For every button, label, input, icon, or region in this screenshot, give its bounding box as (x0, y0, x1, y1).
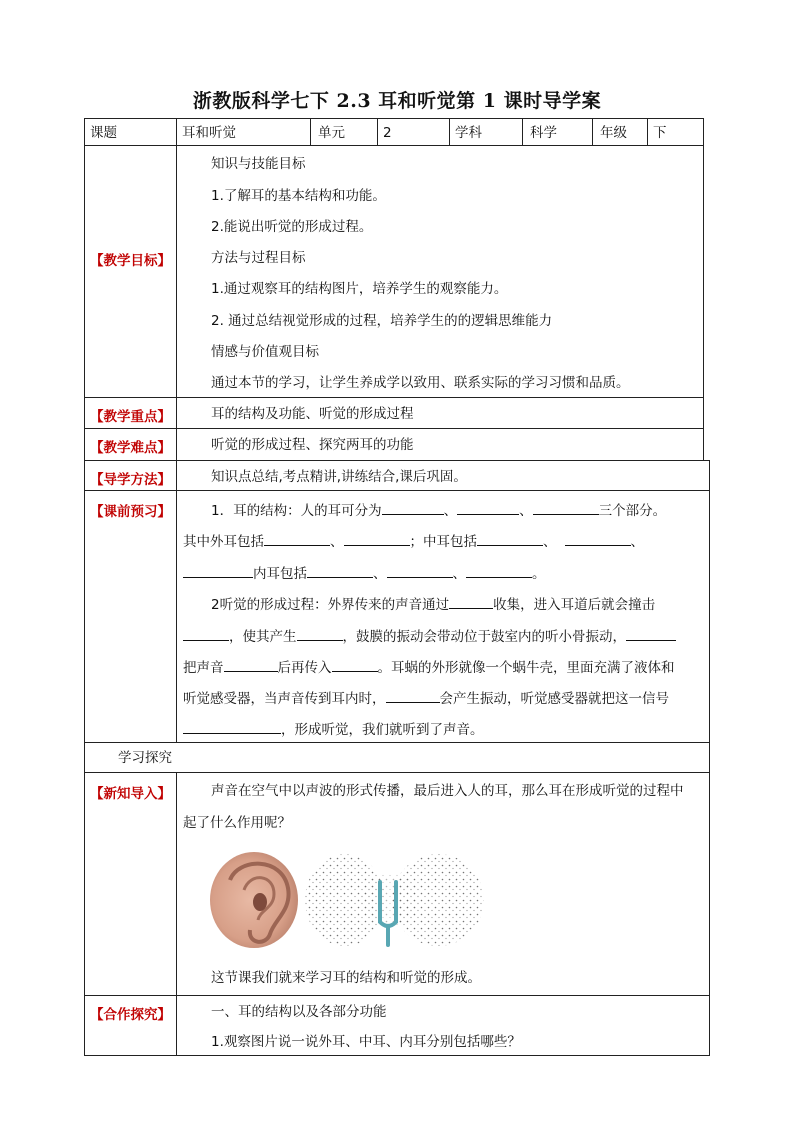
preview-text: 其中外耳包括 (183, 534, 264, 550)
preview-text: 把声音 (183, 660, 224, 676)
answer-blank[interactable] (297, 628, 343, 641)
method-label: 【导学方法】 (90, 472, 171, 488)
figure-svg (210, 850, 492, 950)
preview-line-4 (211, 596, 655, 613)
coop-line-2: 1.观察图片说一说外耳、中耳、内耳分别包括哪些？ (211, 1034, 521, 1050)
goals-label: 【教学目标】 (90, 253, 171, 269)
goal-line: 方法与过程目标 (211, 250, 306, 266)
unit-label: 单元 (318, 125, 345, 141)
answer-blank[interactable] (565, 533, 631, 546)
preview-text: ，使其产生 (229, 629, 297, 645)
answer-blank[interactable] (344, 533, 410, 546)
goal-line: 通过本节的学习，让学生养成学以致用、联系实际的学习习惯和品质。 (211, 375, 630, 391)
answer-blank[interactable] (183, 628, 229, 641)
answer-blank[interactable] (449, 596, 493, 609)
answer-blank[interactable] (626, 628, 676, 641)
preview-text: 、 (543, 534, 557, 550)
grade-label: 年级 (600, 125, 627, 141)
answer-blank[interactable] (224, 659, 278, 672)
subject-label: 学科 (455, 125, 482, 141)
preview-text: 后再传入 (277, 660, 332, 676)
preview-text: ；中耳包括 (409, 534, 477, 550)
preview-text: 三个部分。 (598, 503, 667, 519)
coop-line-1: 一、耳的结构以及各部分功能 (211, 1004, 387, 1020)
key-points-text: 耳的结构及功能、听觉的形成过程 (211, 406, 414, 422)
cooperative-label: 【合作探究】 (90, 1007, 171, 1023)
answer-blank[interactable] (264, 533, 330, 546)
answer-blank[interactable] (183, 565, 253, 578)
goal-line: 2. 通过总结视觉形成的过程，培养学生的的逻辑思维能力 (211, 313, 553, 329)
goal-line: 情感与价值观目标 (211, 344, 319, 360)
goal-line: 1.了解耳的基本结构和功能。 (211, 188, 386, 204)
preview-text: 会产生振动，听觉感受器就把这一信号 (439, 691, 669, 707)
answer-blank[interactable] (183, 721, 281, 734)
ear-sound-figure (210, 850, 492, 950)
preview-text: 、 (373, 566, 387, 582)
answer-blank[interactable] (382, 502, 444, 515)
method-text: 知识点总结,考点精讲,讲练结合,课后巩固。 (211, 469, 467, 485)
document-title: 浙教版科学七下 2.3 耳和听觉第 1 课时导学案 (192, 90, 602, 112)
preview-text: 收集，进入耳道后就会撞击 (493, 597, 656, 613)
preview-label: 【课前预习】 (90, 504, 171, 520)
answer-blank[interactable] (332, 659, 378, 672)
intro-after: 这节课我们就来学习耳的结构和听觉的形成。 (211, 970, 481, 986)
preview-text: ，鼓膜的振动会带动位于鼓室内的听小骨振动， (342, 629, 626, 645)
explore-section-title: 学习探究 (118, 750, 172, 766)
topic-value: 耳和听觉 (182, 125, 236, 141)
preview-text: 听觉感受器，当声音传到耳内时， (183, 691, 386, 707)
goal-line: 1.通过观察耳的结构图片，培养学生的观察能力。 (211, 281, 508, 297)
answer-blank[interactable] (477, 533, 543, 546)
topic-label: 课题 (90, 125, 117, 141)
preview-line-2 (183, 533, 644, 550)
intro-line-1: 声音在空气中以声波的形式传播，最后进入人的耳，那么耳在形成听觉的过程中 (211, 783, 684, 799)
preview-line-6 (183, 659, 675, 676)
preview-text: 、 (443, 503, 458, 519)
goal-line: 2.能说出听觉的形成过程。 (211, 219, 373, 235)
difficulties-text: 听觉的形成过程、探究两耳的功能 (211, 437, 414, 453)
answer-blank[interactable] (466, 565, 532, 578)
preview-text: 、 (630, 534, 644, 550)
grade-value: 下 (653, 125, 667, 141)
preview-line-8 (183, 721, 484, 738)
answer-blank[interactable] (386, 690, 440, 703)
subject-value: 科学 (530, 125, 557, 141)
answer-blank[interactable] (457, 502, 519, 515)
ear-icon (210, 852, 298, 948)
intro-line-2: 起了什么作用呢？ (183, 815, 291, 831)
preview-text: 、 (330, 534, 344, 550)
preview-text: 。耳蜗的外形就像一个蜗牛壳，里面充满了液体和 (377, 660, 675, 676)
answer-blank[interactable] (533, 502, 599, 515)
preview-text: 2听觉的形成过程：外界传来的声音通过 (211, 597, 450, 613)
preview-text: 1．耳的结构：人的耳可分为 (211, 503, 382, 519)
unit-value: 2 (383, 125, 392, 141)
goal-line: 知识与技能目标 (211, 156, 306, 172)
preview-text: 、 (452, 566, 466, 582)
answer-blank[interactable] (387, 565, 453, 578)
key-points-label: 【教学重点】 (90, 409, 171, 425)
answer-blank[interactable] (307, 565, 373, 578)
difficulties-label: 【教学难点】 (90, 440, 171, 456)
preview-line-3 (183, 565, 546, 582)
preview-text: ，形成听觉，我们就听到了声音。 (281, 722, 484, 738)
preview-text: 、 (519, 503, 533, 519)
preview-line-1 (211, 502, 666, 519)
preview-line-5 (183, 628, 676, 645)
preview-line-7 (183, 690, 669, 707)
preview-text: 内耳包括 (253, 566, 307, 582)
preview-text: 。 (532, 566, 546, 582)
new-knowledge-label: 【新知导入】 (90, 786, 171, 802)
